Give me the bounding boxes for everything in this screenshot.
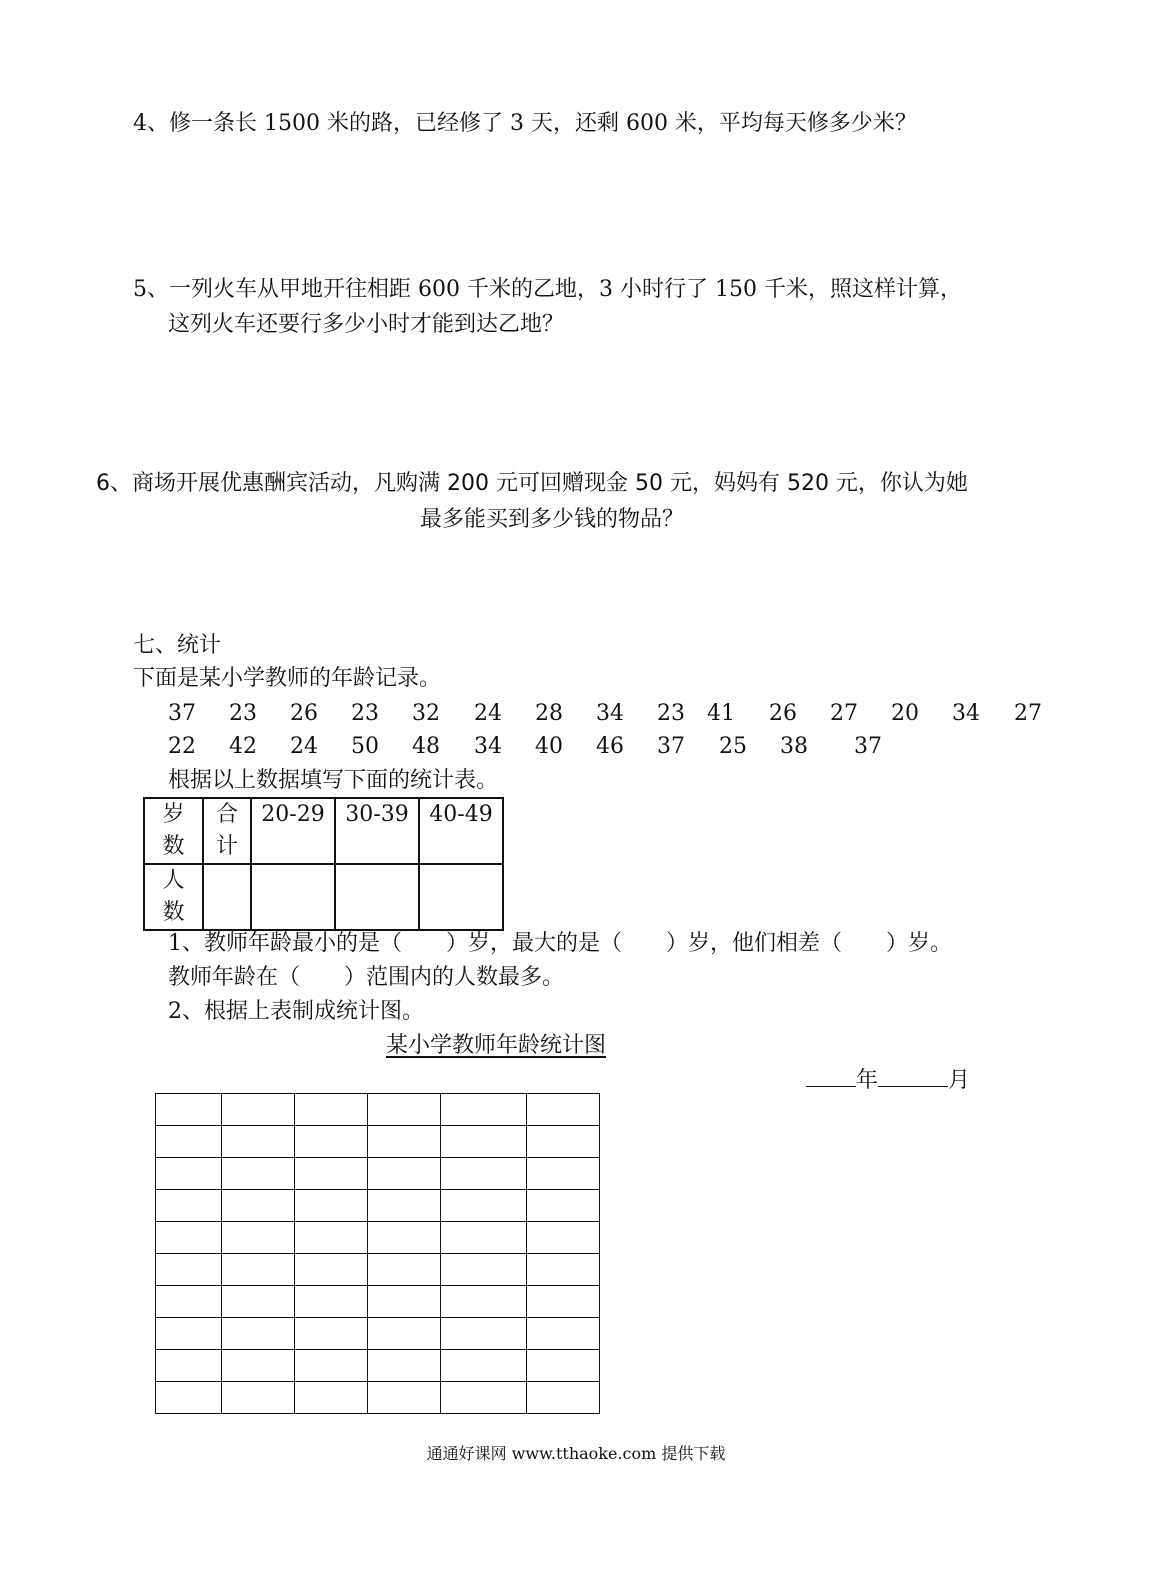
age-value: 50 [351, 734, 379, 759]
blank-cell-20-29[interactable] [251, 864, 335, 930]
header-range-20-29: 20-29 [251, 798, 335, 864]
header-range-40-49: 40-49 [419, 798, 503, 864]
question-6-line2: 最多能买到多少钱的物品？ [420, 507, 685, 532]
age-value: 26 [290, 701, 318, 726]
month-label: 月 [948, 1068, 971, 1093]
footer-credit: 通通好课网 www.tthaoke.com 提供下载 [426, 1444, 726, 1463]
header-age-char1: 岁 [162, 802, 185, 827]
age-value: 46 [596, 734, 624, 759]
month-blank[interactable] [878, 1064, 948, 1087]
age-value: 23 [351, 701, 379, 726]
age-value: 20 [891, 701, 919, 726]
age-value: 26 [769, 701, 797, 726]
age-value: 23 [657, 701, 685, 726]
row-people-char2: 数 [162, 900, 185, 925]
age-value: 32 [412, 701, 440, 726]
section-intro: 下面是某小学教师的年龄记录。 [133, 666, 442, 691]
age-value: 48 [412, 734, 440, 759]
blank-cell-40-49[interactable] [419, 864, 503, 930]
age-value: 22 [168, 734, 196, 759]
age-value: 34 [596, 701, 624, 726]
subquestion-1-line2: 教师年龄在（ ）范围内的人数最多。 [168, 965, 565, 990]
age-value: 24 [290, 734, 318, 759]
age-value: 27 [830, 701, 858, 726]
chart-grid [155, 1093, 600, 1414]
age-value: 27 [1014, 701, 1042, 726]
year-blank[interactable] [806, 1064, 856, 1087]
question-4: 4、修一条长 1500 米的路，已经修了 3 天，还剩 600 米，平均每天修多少米？ [133, 111, 917, 136]
section-heading: 七、统计 [133, 633, 222, 658]
header-age-cell [144, 798, 203, 864]
age-value: 24 [474, 701, 502, 726]
subquestion-2: 2、根据上表制成统计图。 [168, 999, 424, 1024]
chart-title: 某小学教师年龄统计图 [386, 1033, 607, 1058]
statistics-table [143, 797, 504, 931]
age-value: 37 [168, 701, 196, 726]
header-total-cell [203, 798, 251, 864]
age-value: 38 [780, 734, 808, 759]
blank-cell-total[interactable] [203, 864, 251, 930]
row-people-char1: 人 [162, 868, 185, 893]
date-line [806, 1064, 970, 1096]
age-value: 25 [719, 734, 747, 759]
header-age-char2: 数 [162, 834, 185, 859]
header-total-char1: 合 [215, 802, 238, 827]
year-label: 年 [856, 1068, 879, 1093]
age-value: 41 [707, 701, 735, 726]
age-value: 42 [229, 734, 257, 759]
age-value: 34 [474, 734, 502, 759]
question-5-line1: 5、一列火车从甲地开往相距 600 千米的乙地，3 小时行了 150 千米，照这样计算， [133, 277, 962, 302]
table-instruction: 根据以上数据填写下面的统计表。 [168, 768, 499, 793]
question-6-line1: 6、商场开展优惠酬宾活动，凡购满 200 元可回赠现金 50 元，妈妈有 520 元，你认为她 [96, 471, 968, 496]
header-total-char2: 计 [215, 834, 238, 859]
age-value: 28 [535, 701, 563, 726]
age-value: 37 [854, 734, 882, 759]
question-5-line2: 这列火车还要行多少小时才能到达乙地？ [168, 312, 565, 337]
subquestion-1-line1: 1、教师年龄最小的是（ ）岁，最大的是（ ）岁，他们相差（ ）岁。 [168, 931, 952, 956]
age-value: 23 [229, 701, 257, 726]
row-people-cell [144, 864, 203, 930]
age-value: 40 [535, 734, 563, 759]
age-value: 37 [657, 734, 685, 759]
age-value: 34 [952, 701, 980, 726]
header-range-30-39: 30-39 [335, 798, 419, 864]
blank-cell-30-39[interactable] [335, 864, 419, 930]
